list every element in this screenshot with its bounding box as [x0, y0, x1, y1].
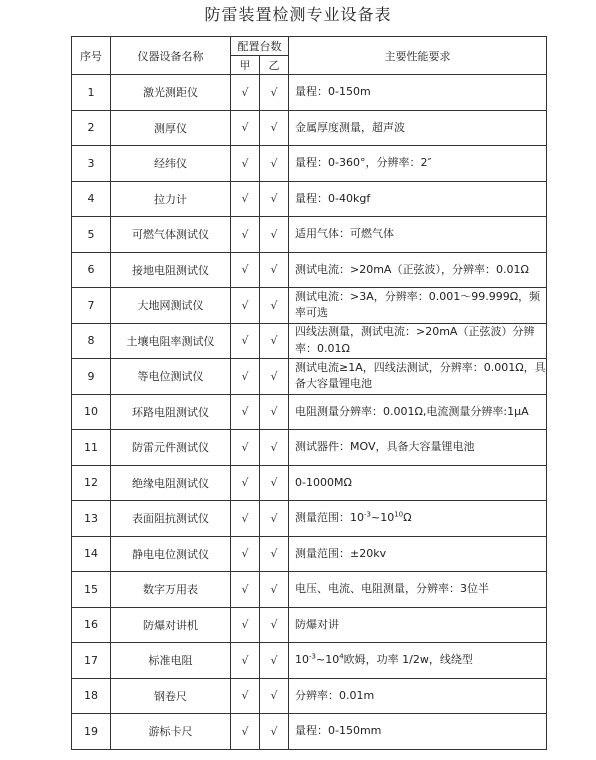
row-jia-check: √ — [231, 465, 260, 501]
requirement-part: 10 — [394, 510, 404, 519]
row-yi-check: √ — [260, 75, 289, 111]
row-requirement: 分辨率：0.01m — [289, 678, 547, 714]
row-yi-check: √ — [260, 536, 289, 572]
row-requirement: 测试器件：MOV，具备大容量锂电池 — [289, 430, 547, 466]
header-jia: 甲 — [231, 56, 260, 75]
requirement-part: 10 — [295, 653, 309, 666]
row-seq: 6 — [72, 252, 111, 288]
table-row — [72, 430, 547, 466]
row-yi-check: √ — [260, 714, 289, 750]
row-requirement: 量程：0-360°，分辨率：2″ — [289, 146, 547, 182]
table-row — [72, 359, 547, 395]
row-yi-check: √ — [260, 465, 289, 501]
row-yi-check: √ — [260, 288, 289, 324]
row-jia-check: √ — [231, 501, 260, 537]
requirement-part: -3 — [364, 510, 371, 519]
row-requirement: 量程：0-150m — [289, 75, 547, 111]
row-name: 经纬仪 — [111, 146, 231, 182]
row-jia-check: √ — [231, 146, 260, 182]
table-row — [72, 146, 547, 182]
row-requirement: 四线法测量，测试电流：>20mA（正弦波）分辨率：0.01Ω — [289, 323, 547, 359]
requirement-part: 4 — [339, 652, 344, 661]
row-requirement: 测试电流≥1A，四线法测试，分辨率：0.001Ω，具备大容量锂电池 — [289, 359, 547, 395]
row-jia-check: √ — [231, 110, 260, 146]
row-yi-check: √ — [260, 181, 289, 217]
table-row — [72, 217, 547, 253]
row-requirement: 量程：0-150mm — [289, 714, 547, 750]
row-requirement: 电阻测量分辨率：0.001Ω,电流测量分辨率:1μA — [289, 394, 547, 430]
row-name: 环路电阻测试仪 — [111, 394, 231, 430]
header-yi: 乙 — [260, 56, 289, 75]
row-seq: 19 — [72, 714, 111, 750]
table-row — [72, 75, 547, 111]
table-row — [72, 288, 547, 324]
row-name: 表面阻抗测试仪 — [111, 501, 231, 537]
table-row — [72, 181, 547, 217]
header-name: 仪器设备名称 — [111, 37, 231, 75]
row-jia-check: √ — [231, 572, 260, 608]
equipment-table — [71, 36, 547, 750]
row-jia-check: √ — [231, 359, 260, 395]
row-yi-check: √ — [260, 678, 289, 714]
row-seq: 17 — [72, 643, 111, 679]
row-name: 拉力计 — [111, 181, 231, 217]
table-row — [72, 465, 547, 501]
row-jia-check: √ — [231, 323, 260, 359]
row-seq: 1 — [72, 75, 111, 111]
table-row — [72, 323, 547, 359]
header-requirements: 主要性能要求 — [289, 37, 547, 75]
row-seq: 4 — [72, 181, 111, 217]
requirement-part: -3 — [309, 652, 316, 661]
row-jia-check: √ — [231, 181, 260, 217]
row-name: 等电位测试仪 — [111, 359, 231, 395]
row-yi-check: √ — [260, 572, 289, 608]
table-row — [72, 572, 547, 608]
row-requirement: 量程：0-40kgf — [289, 181, 547, 217]
row-name: 游标卡尺 — [111, 714, 231, 750]
row-requirement: 适用气体：可燃气体 — [289, 217, 547, 253]
row-name: 接地电阻测试仪 — [111, 252, 231, 288]
row-seq: 2 — [72, 110, 111, 146]
table-row — [72, 252, 547, 288]
row-yi-check: √ — [260, 359, 289, 395]
row-seq: 8 — [72, 323, 111, 359]
table-row — [72, 394, 547, 430]
row-requirement: 测量范围：±20kv — [289, 536, 547, 572]
row-jia-check: √ — [231, 714, 260, 750]
table-row — [72, 678, 547, 714]
row-seq: 10 — [72, 394, 111, 430]
row-seq: 7 — [72, 288, 111, 324]
row-requirement: 测试电流：>20mA（正弦波），分辨率：0.01Ω — [289, 252, 547, 288]
row-seq: 9 — [72, 359, 111, 395]
row-seq: 5 — [72, 217, 111, 253]
row-name: 大地网测试仪 — [111, 288, 231, 324]
row-requirement: 测试电流：>3A，分辨率：0.001～99.999Ω，频率可选 — [289, 288, 547, 324]
table-row — [72, 714, 547, 750]
row-name: 可燃气体测试仪 — [111, 217, 231, 253]
row-seq: 11 — [72, 430, 111, 466]
row-seq: 13 — [72, 501, 111, 537]
row-jia-check: √ — [231, 678, 260, 714]
row-name: 标准电阻 — [111, 643, 231, 679]
row-seq: 12 — [72, 465, 111, 501]
row-yi-check: √ — [260, 146, 289, 182]
row-name: 绝缘电阻测试仪 — [111, 465, 231, 501]
row-requirement — [289, 501, 547, 537]
row-yi-check: √ — [260, 110, 289, 146]
row-yi-check: √ — [260, 501, 289, 537]
row-name: 钢卷尺 — [111, 678, 231, 714]
row-seq: 3 — [72, 146, 111, 182]
row-yi-check: √ — [260, 252, 289, 288]
row-name: 土壤电阻率测试仪 — [111, 323, 231, 359]
table-row — [72, 501, 547, 537]
row-name: 测厚仪 — [111, 110, 231, 146]
table-row — [72, 110, 547, 146]
row-jia-check: √ — [231, 75, 260, 111]
row-jia-check: √ — [231, 607, 260, 643]
row-requirement: 0-1000MΩ — [289, 465, 547, 501]
table-row — [72, 536, 547, 572]
row-yi-check: √ — [260, 323, 289, 359]
row-yi-check: √ — [260, 430, 289, 466]
header-config: 配置台数 — [231, 37, 289, 56]
row-name: 防爆对讲机 — [111, 607, 231, 643]
row-name: 防雷元件测试仪 — [111, 430, 231, 466]
row-requirement: 电压、电流、电阻测量，分辨率：3位半 — [289, 572, 547, 608]
header-seq: 序号 — [72, 37, 111, 75]
row-name: 数字万用表 — [111, 572, 231, 608]
requirement-part: ~10 — [370, 511, 395, 524]
row-jia-check: √ — [231, 288, 260, 324]
row-requirement — [289, 643, 547, 679]
row-name: 激光测距仪 — [111, 75, 231, 111]
row-requirement: 防爆对讲 — [289, 607, 547, 643]
requirement-part: 测量范围：10 — [295, 511, 364, 524]
requirement-part: ~10 — [315, 653, 340, 666]
requirement-part: Ω — [403, 511, 412, 524]
row-jia-check: √ — [231, 430, 260, 466]
row-jia-check: √ — [231, 394, 260, 430]
row-seq: 18 — [72, 678, 111, 714]
row-seq: 14 — [72, 536, 111, 572]
row-seq: 15 — [72, 572, 111, 608]
row-jia-check: √ — [231, 252, 260, 288]
row-jia-check: √ — [231, 536, 260, 572]
row-yi-check: √ — [260, 643, 289, 679]
table-row — [72, 607, 547, 643]
page-title: 防雷装置检测专业设备表 — [204, 5, 392, 24]
row-yi-check: √ — [260, 607, 289, 643]
row-yi-check: √ — [260, 394, 289, 430]
row-jia-check: √ — [231, 643, 260, 679]
row-name: 静电电位测试仪 — [111, 536, 231, 572]
row-seq: 16 — [72, 607, 111, 643]
row-jia-check: √ — [231, 217, 260, 253]
requirement-part: 欧姆，功率 1/2w，线绕型 — [343, 653, 473, 666]
table-row — [72, 643, 547, 679]
row-yi-check: √ — [260, 217, 289, 253]
row-requirement: 金属厚度测量，超声波 — [289, 110, 547, 146]
